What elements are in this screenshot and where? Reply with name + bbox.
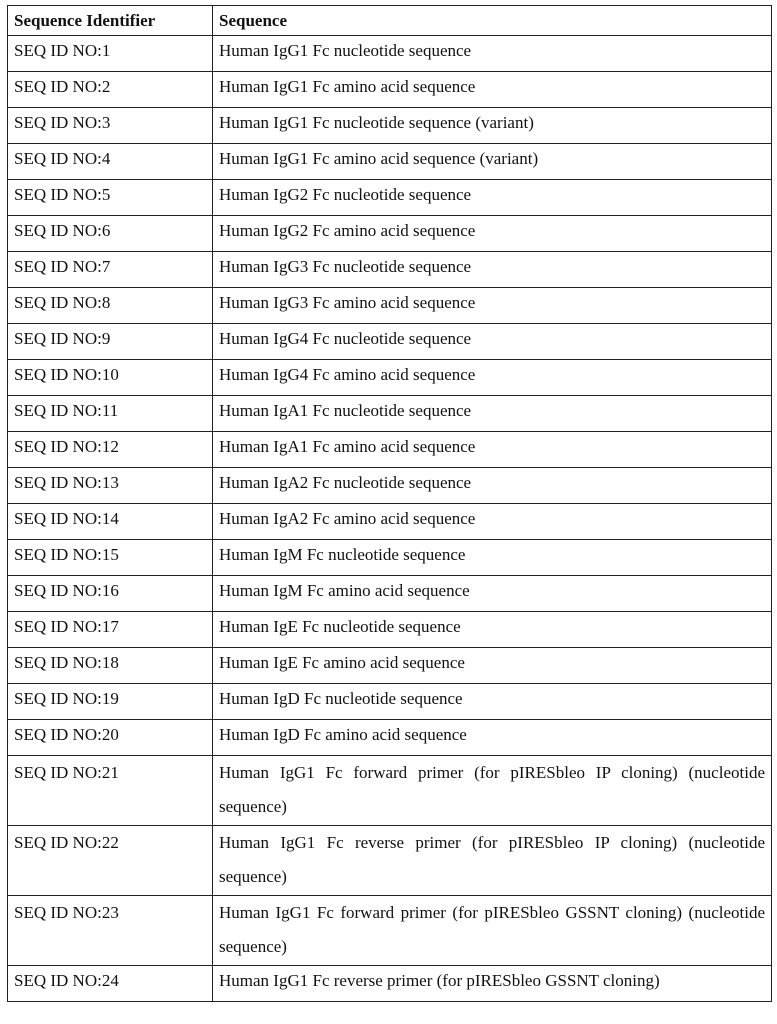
table-row: [8, 144, 772, 180]
table-row: [8, 216, 772, 252]
seq-desc-cell: Human IgG1 Fc forward primer (for pIRESbleo IP cloning) (nucleotide sequence): [213, 756, 772, 826]
seq-desc-cell: Human IgG1 Fc forward primer (for pIRESbleo GSSNT cloning) (nucleotide sequence): [213, 896, 772, 966]
seq-desc-cell: Human IgM Fc amino acid sequence: [213, 576, 772, 612]
seq-id-cell: SEQ ID NO:15: [8, 540, 213, 576]
seq-desc-cell: Human IgG3 Fc nucleotide sequence: [213, 252, 772, 288]
table-row: [8, 288, 772, 324]
table-row: [8, 108, 772, 144]
table-row: [8, 684, 772, 720]
seq-id-cell: SEQ ID NO:17: [8, 612, 213, 648]
table-row: [8, 896, 772, 966]
seq-desc-cell: Human IgA1 Fc nucleotide sequence: [213, 396, 772, 432]
table-row: [8, 180, 772, 216]
seq-id-cell: SEQ ID NO:4: [8, 144, 213, 180]
seq-desc-cell: Human IgG4 Fc nucleotide sequence: [213, 324, 772, 360]
seq-desc-cell: Human IgG2 Fc amino acid sequence: [213, 216, 772, 252]
table-row: [8, 432, 772, 468]
seq-id-cell: SEQ ID NO:1: [8, 36, 213, 72]
seq-desc-cell: Human IgD Fc amino acid sequence: [213, 720, 772, 756]
table-header-row: [8, 6, 772, 36]
table-row: [8, 576, 772, 612]
table-row: [8, 720, 772, 756]
seq-id-cell: SEQ ID NO:10: [8, 360, 213, 396]
seq-desc-cell: Human IgG4 Fc amino acid sequence: [213, 360, 772, 396]
seq-id-cell: SEQ ID NO:12: [8, 432, 213, 468]
seq-desc-cell: Human IgG1 Fc reverse primer (for pIRESbleo IP cloning) (nucleotide sequence): [213, 826, 772, 896]
table-row: [8, 612, 772, 648]
seq-id-cell: SEQ ID NO:11: [8, 396, 213, 432]
seq-id-cell: SEQ ID NO:23: [8, 896, 213, 966]
seq-id-cell: SEQ ID NO:7: [8, 252, 213, 288]
seq-id-cell: SEQ ID NO:16: [8, 576, 213, 612]
seq-desc-cell: Human IgG1 Fc amino acid sequence: [213, 72, 772, 108]
seq-id-cell: SEQ ID NO:8: [8, 288, 213, 324]
header-sequence-identifier: Sequence Identifier: [8, 6, 213, 36]
seq-desc-cell: Human IgM Fc nucleotide sequence: [213, 540, 772, 576]
seq-desc-cell: Human IgE Fc amino acid sequence: [213, 648, 772, 684]
seq-desc-cell: Human IgE Fc nucleotide sequence: [213, 612, 772, 648]
seq-desc-cell: Human IgA2 Fc nucleotide sequence: [213, 468, 772, 504]
table-row: [8, 648, 772, 684]
seq-desc-cell: Human IgD Fc nucleotide sequence: [213, 684, 772, 720]
table-row: [8, 72, 772, 108]
seq-id-cell: SEQ ID NO:14: [8, 504, 213, 540]
table-row: [8, 36, 772, 72]
table-row: [8, 468, 772, 504]
seq-id-cell: SEQ ID NO:20: [8, 720, 213, 756]
seq-desc-cell: Human IgG2 Fc nucleotide sequence: [213, 180, 772, 216]
seq-id-cell: SEQ ID NO:19: [8, 684, 213, 720]
seq-id-cell: SEQ ID NO:18: [8, 648, 213, 684]
header-sequence: Sequence: [213, 6, 772, 36]
seq-desc-cell: Human IgG3 Fc amino acid sequence: [213, 288, 772, 324]
seq-id-cell: SEQ ID NO:24: [8, 966, 213, 1002]
seq-id-cell: SEQ ID NO:22: [8, 826, 213, 896]
seq-id-cell: SEQ ID NO:2: [8, 72, 213, 108]
table-row: [8, 756, 772, 826]
seq-id-cell: SEQ ID NO:3: [8, 108, 213, 144]
table-row: [8, 540, 772, 576]
seq-desc-cell: Human IgA1 Fc amino acid sequence: [213, 432, 772, 468]
table-row: [8, 324, 772, 360]
table-row: [8, 396, 772, 432]
seq-id-cell: SEQ ID NO:21: [8, 756, 213, 826]
seq-id-cell: SEQ ID NO:5: [8, 180, 213, 216]
seq-desc-cell: Human IgG1 Fc reverse primer (for pIRESbleo GSSNT cloning): [213, 966, 772, 1002]
table-row: [8, 252, 772, 288]
table-row: [8, 966, 772, 1002]
sequence-table: [7, 5, 772, 1002]
seq-id-cell: SEQ ID NO:13: [8, 468, 213, 504]
seq-id-cell: SEQ ID NO:6: [8, 216, 213, 252]
seq-id-cell: SEQ ID NO:9: [8, 324, 213, 360]
seq-desc-cell: Human IgA2 Fc amino acid sequence: [213, 504, 772, 540]
table-row: [8, 360, 772, 396]
table-row: [8, 504, 772, 540]
seq-desc-cell: Human IgG1 Fc nucleotide sequence (variant): [213, 108, 772, 144]
seq-desc-cell: Human IgG1 Fc amino acid sequence (variant): [213, 144, 772, 180]
seq-desc-cell: Human IgG1 Fc nucleotide sequence: [213, 36, 772, 72]
table-row: [8, 826, 772, 896]
